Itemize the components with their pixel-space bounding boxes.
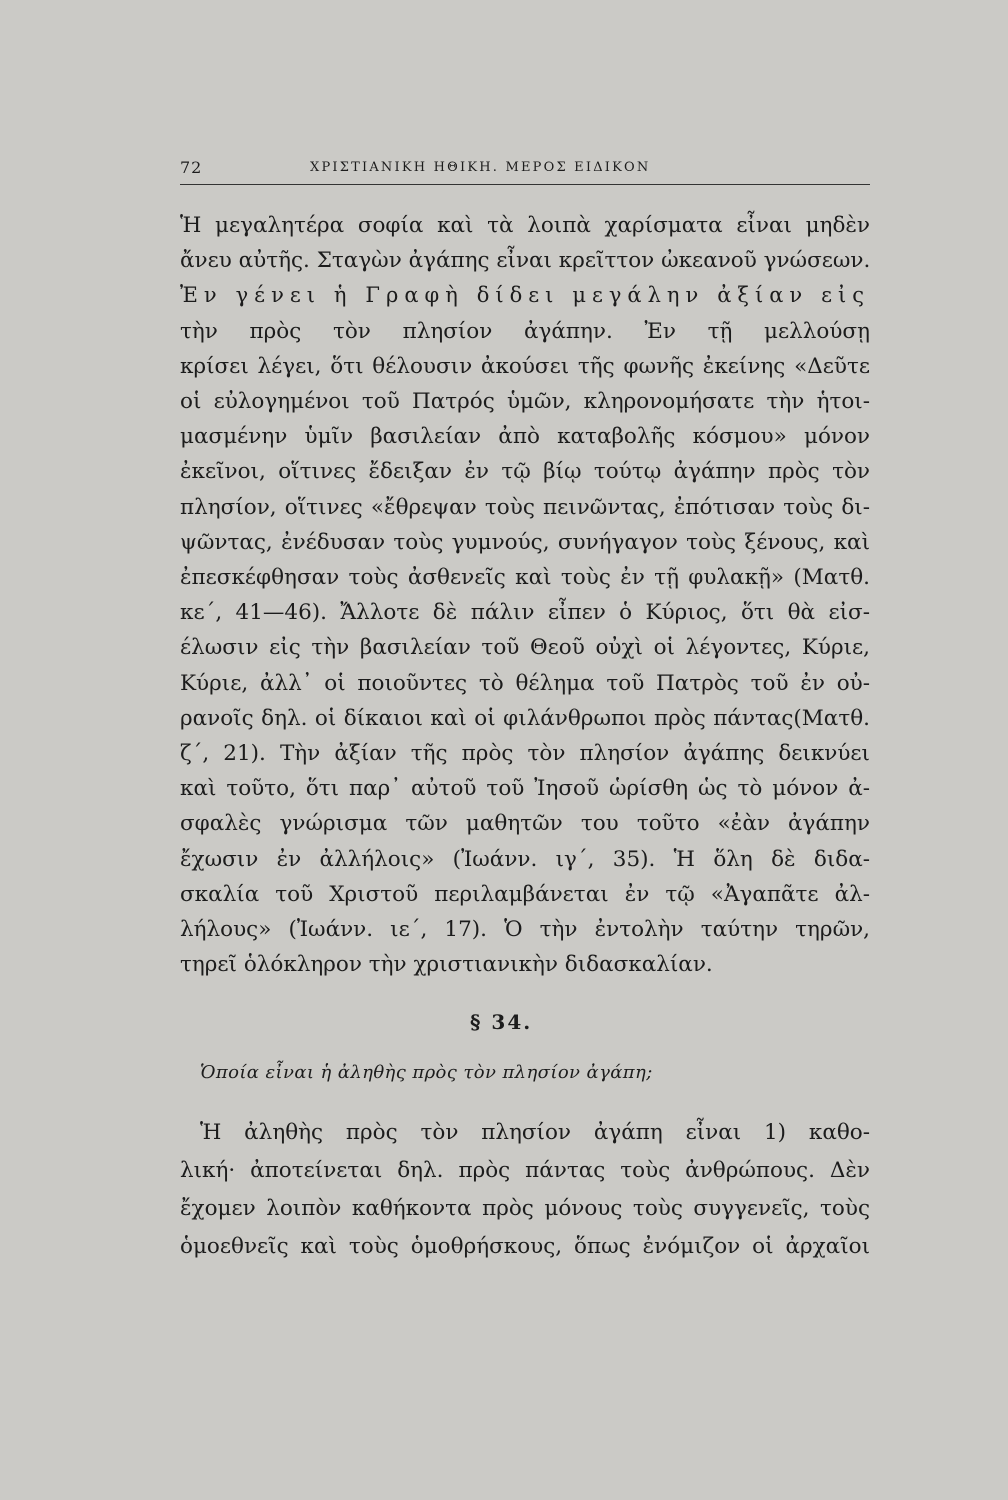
text-line: λική· ἀποτείνεται δηλ. πρὸς πάντας τοὺς ἀνθρώπους. Δὲν	[180, 1158, 870, 1183]
text-line: σκαλία τοῦ Χριστοῦ περιλαμβάνεται ἐν τῷ «Ἀγαπᾶτε ἀλ-	[180, 881, 870, 907]
text-line: ὁμοεθνεῖς καὶ τοὺς ὁμοθρήσκους, ὅπως ἐνόμιζον οἱ ἀρχαῖοι	[180, 1234, 870, 1259]
text-line: ἐπεσκέφθησαν τοὺς ἀσθενεῖς καὶ τοὺς ἐν τῇ φυλακῇ» (Ματθ.	[180, 565, 870, 591]
text-line: έλωσιν εἰς τὴν βασιλείαν τοῦ Θεοῦ οὐχὶ οἱ λέγοντες, Κύριε,	[180, 635, 870, 661]
text-line: κε΄, 41—46). Ἄλλοτε δὲ πάλιν εἶπεν ὁ Κύριος, ὅτι θὰ εἰσ-	[180, 600, 870, 626]
text-line: ἄνευ αὐτῆς. Σταγὼν ἀγάπης εἶναι κρεῖττον ὠκεανοῦ γνώσεων.	[180, 248, 871, 274]
text-line: ἔχομεν λοιπὸν καθήκοντα πρὸς μόνους τοὺς συγγενεῖς, τοὺς	[180, 1196, 870, 1221]
running-title: ΧΡΙΣΤΙΑΝΙΚΗ ΗΘΙΚΗ. ΜΕΡΟΣ ΕΙΔΙΚΟΝ	[310, 160, 651, 175]
text-line: τὴν πρὸς τὸν πλησίον ἀγάπην. Ἐν τῇ μελλούσῃ	[180, 318, 870, 344]
text-line: ψῶντας, ἐνέδυσαν τοὺς γυμνούς, συνήγαγον τοὺς ξένους, καὶ	[180, 529, 870, 555]
running-head	[180, 158, 870, 182]
header-rule	[180, 184, 870, 185]
text-line: ρανοῖς δηλ. οἱ δίκαιοι καὶ οἱ φιλάνθρωποι πρὸς πάντας(Ματθ.	[180, 705, 870, 731]
text-line: οἱ εὐλογημένοι τοῦ Πατρός ὑμῶν, κληρονομήσατε τὴν ἡτοι-	[180, 389, 870, 415]
text-line: ἔχωσιν ἐν ἀλλήλοις» (Ἰωάνν. ιγ΄, 35). Ἡ ὅλη δὲ διδα-	[180, 846, 870, 872]
text-line: ἐκεῖνοι, οἵτινες ἔδειξαν ἐν τῷ βίῳ τούτῳ ἀγάπην πρὸς τὸν	[180, 459, 870, 485]
text-line: καὶ τοῦτο, ὅτι παρ᾽ αὐτοῦ τοῦ Ἰησοῦ ὡρίσθη ὡς τὸ μόνον ἀ-	[180, 776, 870, 802]
text-line: Κύριε, ἀλλ᾽ οἱ ποιοῦντες τὸ θέλημα τοῦ Πατρὸς τοῦ ἐν οὐ-	[180, 670, 870, 696]
text-line: Ἐν γένει ἡ Γραφὴ δίδει μεγάλην ἀξίαν εἰς	[180, 283, 870, 308]
body-paragraph	[180, 208, 870, 982]
text-line: σφαλὲς γνώρισμα τῶν μαθητῶν του τοῦτο «ἐὰν ἀγάπην	[180, 811, 870, 837]
page-number: 72	[180, 158, 203, 177]
text-line: μασμένην ὑμῖν βασιλείαν ἀπὸ καταβολῆς κόσμου» μόνον	[180, 424, 870, 450]
section-paragraph	[180, 1114, 870, 1266]
text-line: ζ΄, 21). Τὴν ἀξίαν τῆς πρὸς τὸν πλησίον ἀγάπης δεικνύει	[180, 741, 870, 767]
text-line: πλησίον, οἵτινες «ἔθρεψαν τοὺς πεινῶντας, ἐπότισαν τοὺς δι-	[180, 494, 870, 520]
text-line: λήλους» (Ἰωάνν. ιε΄, 17). Ὁ τὴν ἐντολὴν ταύτην τηρῶν,	[180, 917, 870, 943]
text-line: Ἡ μεγαλητέρα σοφία καὶ τὰ λοιπὰ χαρίσματα εἶναι μηδὲν	[180, 213, 870, 238]
section-number: § 34.	[470, 1010, 533, 1034]
section-heading: Ὁποία εἶναι ἡ ἀληθὴς πρὸς τὸν πλησίον ἀγάπη;	[200, 1062, 653, 1083]
text-line: τηρεῖ ὁλόκληρον τὴν χριστιανικὴν διδασκαλίαν.	[180, 952, 713, 978]
text-line: κρίσει λέγει, ὅτι θέλουσιν ἀκούσει τῆς φωνῆς ἐκείνης «Δεῦτε	[180, 353, 870, 379]
text-line: Ἡ ἀληθὴς πρὸς τὸν πλησίον ἀγάπη εἶναι 1) καθο-	[200, 1120, 870, 1145]
